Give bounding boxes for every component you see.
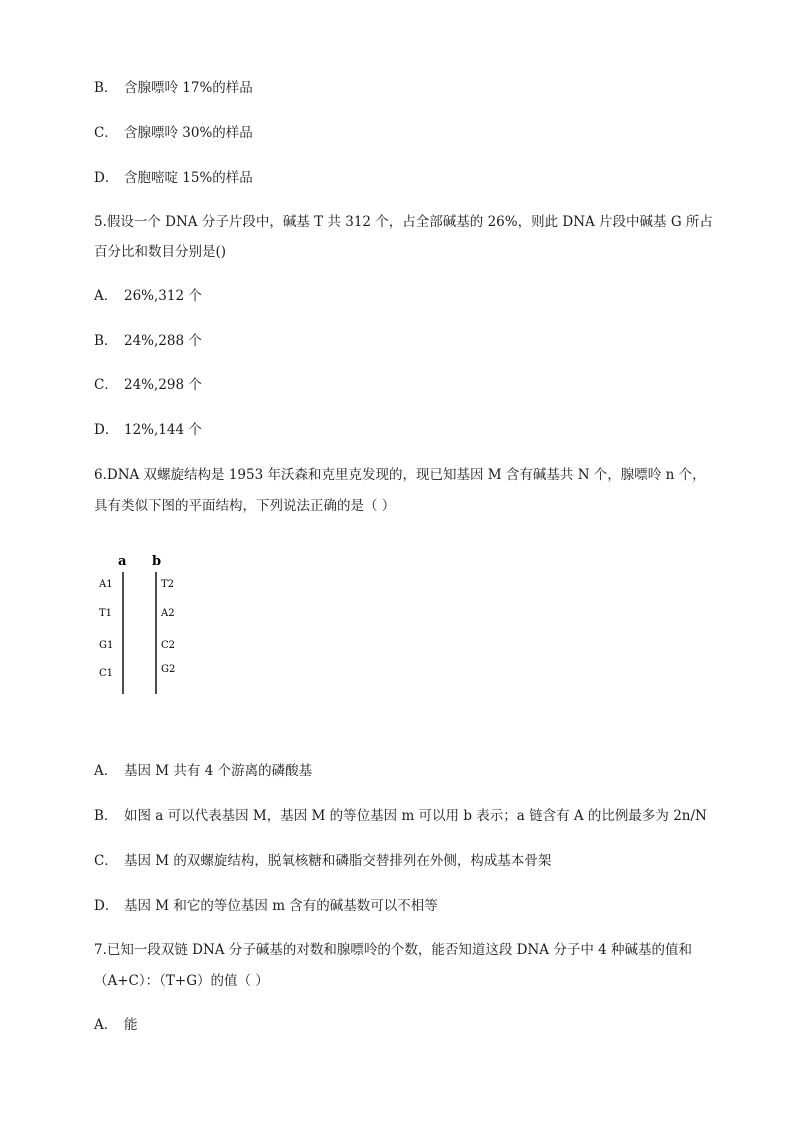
option-text: 24%,298 个: [124, 377, 202, 393]
base-g2: G2: [161, 664, 176, 675]
q4-option-d: [94, 169, 253, 187]
q5-option-c: [94, 376, 202, 394]
option-letter: D．: [94, 422, 119, 438]
option-letter: C．: [94, 853, 118, 869]
base-c1: C1: [99, 668, 114, 679]
base-t2: T2: [161, 579, 175, 590]
option-letter: A．: [94, 288, 118, 304]
q6-stem-line1: 6.DNA 双螺旋结构是 1953 年沃森和克里克发现的，现已知基因 M 含有碱基共 N 个，腺嘌呤 n 个，: [94, 467, 706, 483]
q6-option-a: [94, 762, 312, 780]
q6-option-c: [94, 852, 551, 870]
strand-b-label: b: [152, 554, 162, 569]
option-text: 12%,144 个: [124, 422, 202, 438]
option-letter: A．: [94, 1017, 118, 1033]
option-text: 基因 M 的双螺旋结构，脱氧核糖和磷脂交替排列在外侧，构成基本骨架: [124, 853, 552, 869]
dna-strand-diagram: [94, 548, 204, 698]
option-text: 26%,312 个: [124, 288, 202, 304]
q5-stem-line2: 百分比和数目分别是(): [94, 244, 227, 260]
base-g1: G1: [99, 640, 114, 651]
q7-option-a: [94, 1016, 138, 1034]
q6-option-b: [94, 807, 707, 825]
option-text: 基因 M 共有 4 个游离的磷酸基: [124, 763, 313, 779]
option-text: 24%,288 个: [124, 333, 202, 349]
option-letter: B．: [94, 80, 118, 96]
option-text: 能: [124, 1017, 138, 1033]
q7-stem-line1: 7.已知一段双链 DNA 分子碱基的对数和腺嘌呤的个数，能否知道这段 DNA 分子中 4 种碱基的值和: [94, 942, 692, 958]
q7-stem-line2: （A+C）：（T+G）的值（ ）: [94, 973, 269, 989]
option-text: 含腺嘌呤 30%的样品: [124, 125, 253, 141]
option-text: 含腺嘌呤 17%的样品: [124, 80, 253, 96]
option-letter: A．: [94, 763, 118, 779]
q4-option-b: [94, 79, 253, 97]
base-a1: A1: [99, 579, 113, 590]
strand-a-label: a: [118, 554, 127, 569]
base-c2: C2: [161, 640, 176, 651]
q5-option-a: [94, 287, 202, 305]
q6-option-d: [94, 897, 438, 915]
option-letter: B．: [94, 333, 118, 349]
q6-stem-line2: 具有类似下图的平面结构，下列说法正确的是（ ）: [94, 498, 396, 514]
option-letter: D．: [94, 170, 119, 186]
option-letter: B．: [94, 808, 118, 824]
option-text: 基因 M 和它的等位基因 m 含有的碱基数可以不相等: [124, 898, 438, 914]
option-letter: D．: [94, 898, 119, 914]
q5-option-d: [94, 421, 202, 439]
option-letter: C．: [94, 377, 118, 393]
q5-stem-line1: 5.假设一个 DNA 分子片段中，碱基 T 共 312 个，占全部碱基的 26%，则此 DNA 片段中碱基 G 所占: [94, 214, 713, 230]
q4-option-c: [94, 124, 253, 142]
base-a2: A2: [161, 608, 175, 619]
option-text: 含胞嘧啶 15%的样品: [124, 170, 253, 186]
option-letter: C．: [94, 125, 118, 141]
option-text: 如图 a 可以代表基因 M，基因 M 的等位基因 m 可以用 b 表示；a 链含有 A 的比例最多为 2n/N: [124, 808, 707, 824]
base-t1: T1: [99, 608, 113, 619]
q5-option-b: [94, 332, 202, 350]
